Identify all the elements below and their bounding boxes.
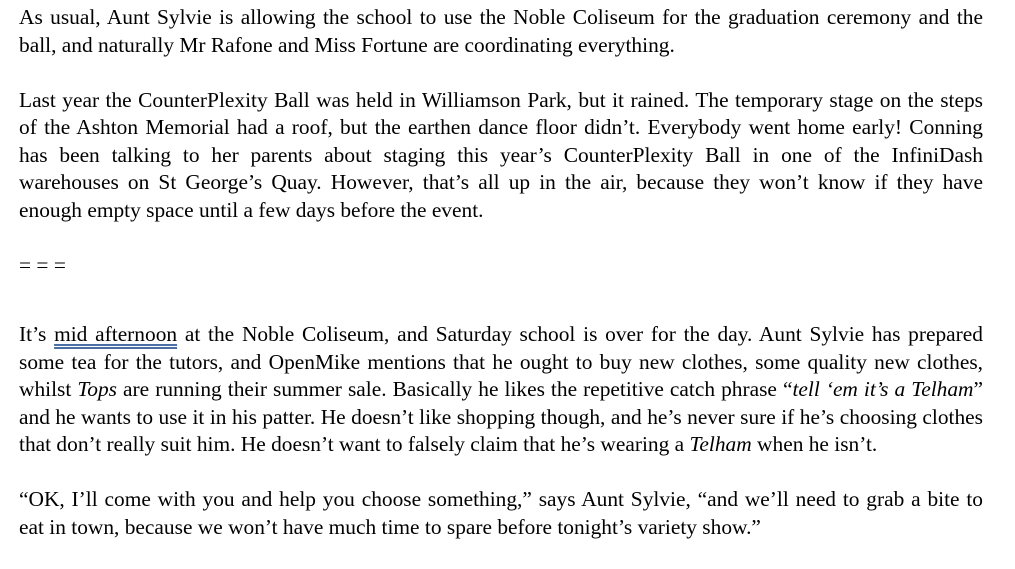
italic-catchphrase: tell ‘em it’s a Telham <box>792 377 974 401</box>
grammar-flagged-phrase[interactable]: mid afternoon <box>54 322 178 346</box>
paragraph-openmike-clothes <box>19 321 983 459</box>
text-run: when he isn’t. <box>751 432 878 456</box>
italic-brand-name: Telham <box>689 432 752 456</box>
paragraph-last-year-ball: Last year the CounterPlexity Ball was held in Williamson Park, but it rained. The temporary stage on the steps of the Ashton Memorial had a roof, but the earthen dance floor didn’t. Everybody went home early! Conning has been talking to her parents about staging this year’s CounterPlexity Ball in one of the InfiniDash warehouses on St George’s Quay. However, that’s all up in the air, because they won’t know if they have enough empty space until a few days before the event. <box>19 87 983 222</box>
text-run: ” and he wants to use it in his patter. He doesn’t like shopping though, and he’s never sure if he’s choosing clothes that don’t really suit him. He doesn’t want to falsely claim that he’s wearing a <box>19 377 983 456</box>
paragraph-aunt-sylvie-reply: “OK, I’ll come with you and help you choose something,” says Aunt Sylvie, “and we’ll need to grab a bite to eat in town, because we won’t have much time to spare before tonight’s variety show.” <box>19 487 983 539</box>
scene-separator: = = = <box>19 252 66 277</box>
paragraph-coliseum: As usual, Aunt Sylvie is allowing the school to use the Noble Coliseum for the graduation ceremony and the ball, and naturally Mr Rafone and Miss Fortune are coordinating everything. <box>19 5 983 57</box>
text-run: It’s <box>19 322 55 346</box>
document-body <box>19 4 983 569</box>
italic-store-name: Tops <box>77 377 117 401</box>
text-run: at the Noble Coliseum, and Saturday school is over for the day. Aunt Sylvie has prepared some tea for the tutors, and OpenMike mentions that he ought to buy new clothes, some quality new clothes, whilst <box>19 322 983 401</box>
text-run: are running their summer sale. Basically he likes the repetitive catch phrase “ <box>117 377 793 401</box>
